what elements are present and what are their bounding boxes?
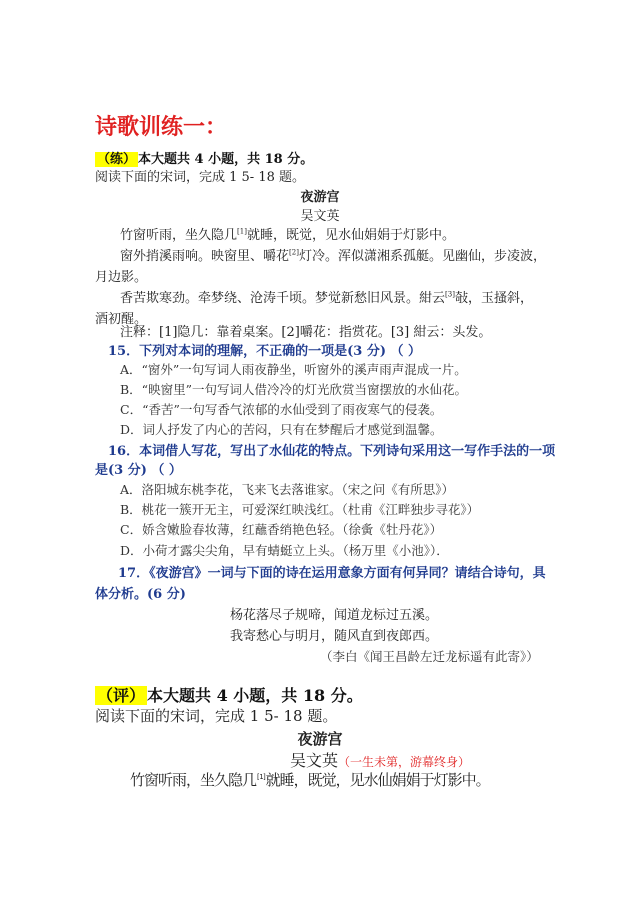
poem-notes: 注释：[1]隐几：靠着桌案。[2]嚼花：指赏花。[3] 紺云：头发。 xyxy=(120,325,492,340)
review-tag: （评） xyxy=(97,686,146,705)
poem-line: 香苦欺寒劲。牵梦绕、沧涛千顷。梦觉新愁旧风景。紺云[3]敧，玉搔斜， xyxy=(120,290,533,306)
poem-line: 窗外捎溪雨响。映窗里、嚼花[2]灯冷。浑似潇湘系孤艇。见幽仙，步凌波， xyxy=(120,248,546,264)
practice-poem-title: 夜游宫 xyxy=(300,190,340,205)
review-heading: 本大题共 4 小题，共 18 分。 xyxy=(147,686,363,705)
q17-poem-line: 杨花落尽子规啼，闻道龙标过五溪。 xyxy=(230,608,439,623)
review-poem-title: 夜游宫 xyxy=(297,730,343,748)
q15-option-c: C．“香苦”一句写香气浓郁的水仙受到了雨夜寒气的侵袭。 xyxy=(120,402,443,417)
practice-instruction: 阅读下面的宋词，完成 1 5- 18 题。 xyxy=(95,170,306,185)
poem-line: 酒初醒。 xyxy=(95,312,148,327)
practice-header xyxy=(95,148,313,167)
review-author-line xyxy=(290,748,470,771)
q16-option-a: A．洛阳城东桃李花，飞来飞去落谁家。（宋之问《有所思》） xyxy=(120,482,455,497)
practice-tag: （练） xyxy=(97,152,137,167)
review-author: 吴文英 xyxy=(290,751,339,770)
q15-option-d: D．词人抒发了内心的苦闷，只有在梦醒后才感觉到温馨。 xyxy=(120,422,443,437)
q17-poem-line: 我寄愁心与明月，随风直到夜郎西。 xyxy=(230,629,439,644)
review-header xyxy=(95,683,363,706)
question-16-stem: 16．本词借人写花，写出了水仙花的特点。下列诗句采用这一写作手法的一项 xyxy=(108,444,556,459)
question-15-stem: 15．下列对本词的理解，不正确的一项是(3 分) （ ） xyxy=(108,344,422,359)
q17-poem-source: （李白《闻王昌龄左迁龙标遥有此寄》） xyxy=(320,649,539,664)
practice-heading: 本大题共 4 小题，共 18 分。 xyxy=(138,152,314,167)
review-author-note: （一生未第，游幕终身） xyxy=(338,755,471,769)
q16-option-b: B．桃花一簇开无主，可爱深红映浅红。（杜甫《江畔独步寻花》） xyxy=(120,502,480,517)
practice-author: 吴文英 xyxy=(300,209,340,224)
q16-option-d: D．小荷才露尖尖角，早有蜻蜓立上头。（杨万里《小池》）． xyxy=(120,543,449,558)
question-17-stem-cont: 体分析。(6 分) xyxy=(95,587,186,602)
q15-option-a: A．“窗外”一句写词人雨夜静坐，听窗外的溪声雨声混成一片。 xyxy=(120,362,467,377)
q15-option-b: B．“映窗里”一句写词人借冷冷的灯光欣赏当窗摆放的水仙花。 xyxy=(120,382,467,397)
review-instruction: 阅读下面的宋词，完成 1 5- 18 题。 xyxy=(95,707,338,725)
q16-option-c: C．娇含嫩脸春妆薄，红蘸香绡艳色轻。（徐夤《牡丹花》） xyxy=(120,522,443,537)
page-title: 诗歌训练一： xyxy=(95,114,228,140)
question-16-stem-cont: 是(3 分) （ ） xyxy=(95,463,182,478)
poem-line: 竹窗听雨，坐久隐几[1]就睡，既觉，见水仙娟娟于灯影中。 xyxy=(120,227,455,243)
review-poem-line: 竹窗听雨，坐久隐几[1]就睡，既觉，见水仙娟娟于灯影中。 xyxy=(130,771,490,789)
poem-line: 月边影。 xyxy=(95,270,148,285)
question-17-stem: 17．《夜游宫》一词与下面的诗在运用意象方面有何异同？请结合诗句，具 xyxy=(118,566,546,581)
